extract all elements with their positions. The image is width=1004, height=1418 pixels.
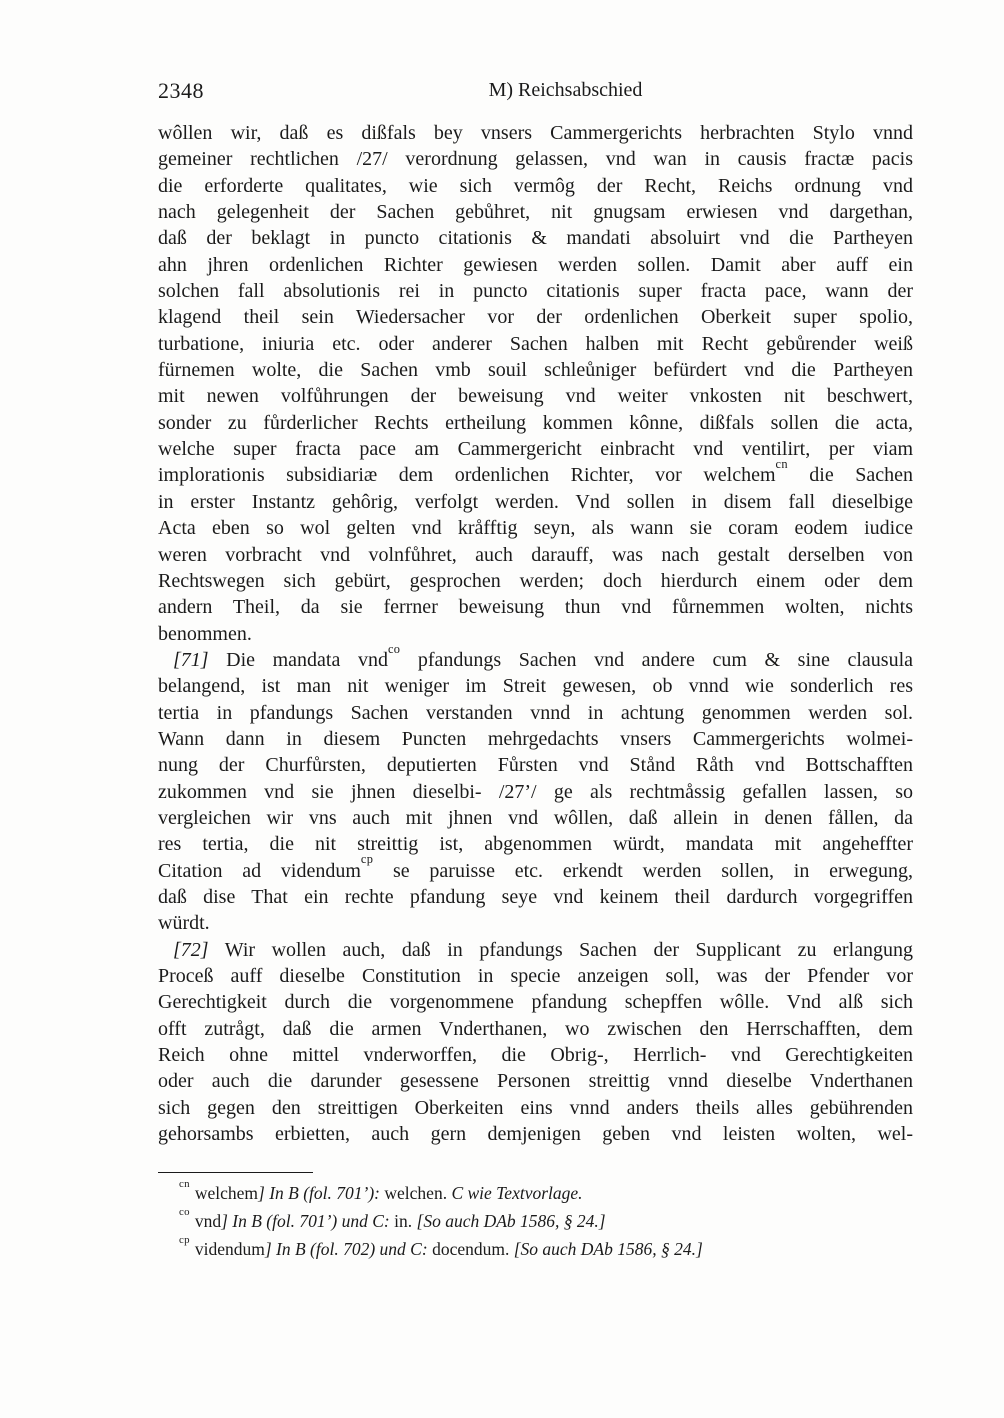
footnote-item: $^{cp}$ videndum] In B (fol. 702) und C: docendum. [So auch DAb 1586, § 24.] [179,1234,703,1259]
text-line: ahn jhren ordenlichen Richter gewiesen werden sollen. Damit aber auff ein [158,253,913,276]
footnote-marker: co [179,1206,190,1219]
text-line: wôllen wir, daß es dißfals bey vnsers Cammergerichts herbrachten Stylo vnnd [158,122,913,144]
text-line: Proceß auff dieselbe Constitution in specie anzeigen soll, was der Pfender vor [158,965,913,987]
text-line: nung der Churfůrsten, deputierten Fůrsten vnd Stånd Råth vnd Bottschafften [158,754,913,777]
text-line: Rechtswegen sich gebürt, gesprochen werden; doch hierdurch einem oder dem [158,569,913,592]
italic-text: [72] [173,938,209,961]
text-line: die erforderte qualitates, wie sich vermôg der Recht, Reichs ordnung vnd [158,174,913,197]
text-line: vergleichen wir vns auch mit jhnen vnd wôllen, daß allein in denen fållen, da [158,806,913,829]
text-line: fürnemen wolte, die Sachen vmb souil schleůniger befürdert vnd die Partheyen [158,359,913,382]
text-line: gehorsambs erbietten, auch gern demjenigen geben vnd leisten wolten, wel- [158,1123,913,1146]
footnote-marker: cp [179,1234,190,1247]
italic-text: ] In B (fol. 701’) und C: [221,1211,390,1231]
running-head: M) Reichsabschied [488,79,643,101]
text-line: turbatione, iniuria etc. oder anderer Sachen halben mit Recht gebůrender weiß [158,332,913,355]
text-line: würdt. [158,912,210,935]
italic-text: ] In B (fol. 701’): [258,1183,381,1203]
text-line: [72] Wir wollen auch, daß in pfandungs Sachen der Supplicant zu erlangung [173,938,913,961]
italic-text: [So auch DAb 1586, § 24.] [513,1239,703,1259]
main-text-block [158,120,913,1147]
text-line: weren vorbracht vnd volnfůhret, auch darauff, was nach gestalt derselben von [158,543,913,566]
italic-text: ] In B (fol. 702) und C: [264,1239,428,1259]
text-line: zukommen vnd sie jhnen dieselbi- /27’/ ge als rechtmåssig gefallen lassen, so [158,780,913,803]
text-line: mit newen volfůhrungen der beweisung vnd weiter vnkosten nit beschwert, [158,385,913,408]
text-line: andern Theil, da sie ferrner beweisung thun vnd fůrnemmen wolten, nichts [158,596,913,619]
text-line: klagend theil sein Wiedersacher vor der ordenlichen Oberkeit super spolio, [158,306,913,329]
text-line: welche super fracta pace am Cammergericht einbracht vnd ventilirt, per viam [158,438,913,461]
footnote-item: $^{co}$ vnd] In B (fol. 701’) und C: in. [So auch DAb 1586, § 24.] [179,1206,606,1231]
text-line: sonder zu fůrderlicher Rechts ertheilung kommen kônne, dißfals sollen die acta, [158,411,913,434]
text-line: offt zutrågt, daß die armen Vnderthanen, wo zwischen den Herrschafften, dem [158,1017,913,1040]
text-line: Reich ohne mittel vnderworffen, die Obrig-, Herrlich- vnd Gerechtigkeiten [158,1044,913,1067]
footnotes-section [158,1172,913,1263]
footnote-marker: co [387,641,401,656]
text-line: sich gegen den streittigen Oberkeiten eins vnnd anders theils alles gebührenden [158,1096,913,1119]
text-line: Acta eben so wol gelten vnd kråfftig seyn, als wann sie coram eodem iudice [158,517,913,540]
text-line: oder auch die darunder gesessene Personen streittig vnnd dieselbe Vnderthanen [158,1070,913,1093]
text-line: [71] Die mandata vnd$^{co}$ pfandungs Sachen vnd andere cum & sine clausula [173,641,913,671]
text-line: gemeiner rechtlichen /27/ verordnung gelassen, vnd wan in causis fractæ pacis [158,148,913,171]
italic-text: [71] [173,648,209,671]
footnote-marker: cn [775,457,788,472]
text-line: nach gelegenheit der Sachen gebůhret, nit gnugsam erwiesen vnd dargethan, [158,201,913,224]
text-line: implorationis subsidiariæ dem ordenlichen Richter, vor welchem$^{cn}$ die Sachen [158,457,913,487]
text-line: res tertia, die nit streittig ist, abgenommen würdt, mandata mit angeheffter [158,833,913,856]
text-line: belangend, ist man nit weniger im Streit gewesen, ob vnnd wie sonderlich res [158,675,913,698]
footnote-marker: cn [179,1178,190,1191]
text-line: solchen fall absolutionis rei in puncto citationis super fracta pace, wann der [158,280,913,303]
footnote-separator-rule [158,1172,313,1173]
footnote-list [158,1179,913,1263]
text-line: tertia in pfandungs Sachen verstanden vnnd in achtung genommen werden sol. [158,701,913,724]
text-line: daß der beklagt in puncto citationis & mandati absoluirt vnd die Partheyen [158,227,913,250]
text-line: Citation ad videndum$^{cp}$ se paruisse etc. erkendt werden sollen, in erwegung, [158,852,913,882]
text-line: in erster Instantz gehôrig, verfolgt werden. Vnd sollen in disem fall dieselbige [158,490,913,513]
text-line: Wann dann in diesem Puncten mehrgedachts vnsers Cammergerichts wolmei- [158,727,913,750]
italic-text: C wie Textvorlage. [451,1183,583,1203]
page-number: 2348 [158,78,204,103]
text-line: daß dise That ein rechte pfandung seye vnd keinem theil dardurch vorgegriffen [158,885,913,908]
text-line: Gerechtigkeit durch die vorgenommene pfandung schepffen wôlle. Vnd alß sich [158,991,913,1014]
italic-text: [So auch DAb 1586, § 24.] [416,1211,606,1231]
text-line: benommen. [158,622,252,645]
footnote-item: $^{cn}$ welchem] In B (fol. 701’): welchen. C wie Textvorlage. [179,1178,583,1203]
footnote-marker: cp [360,852,374,867]
page-header [158,78,913,108]
